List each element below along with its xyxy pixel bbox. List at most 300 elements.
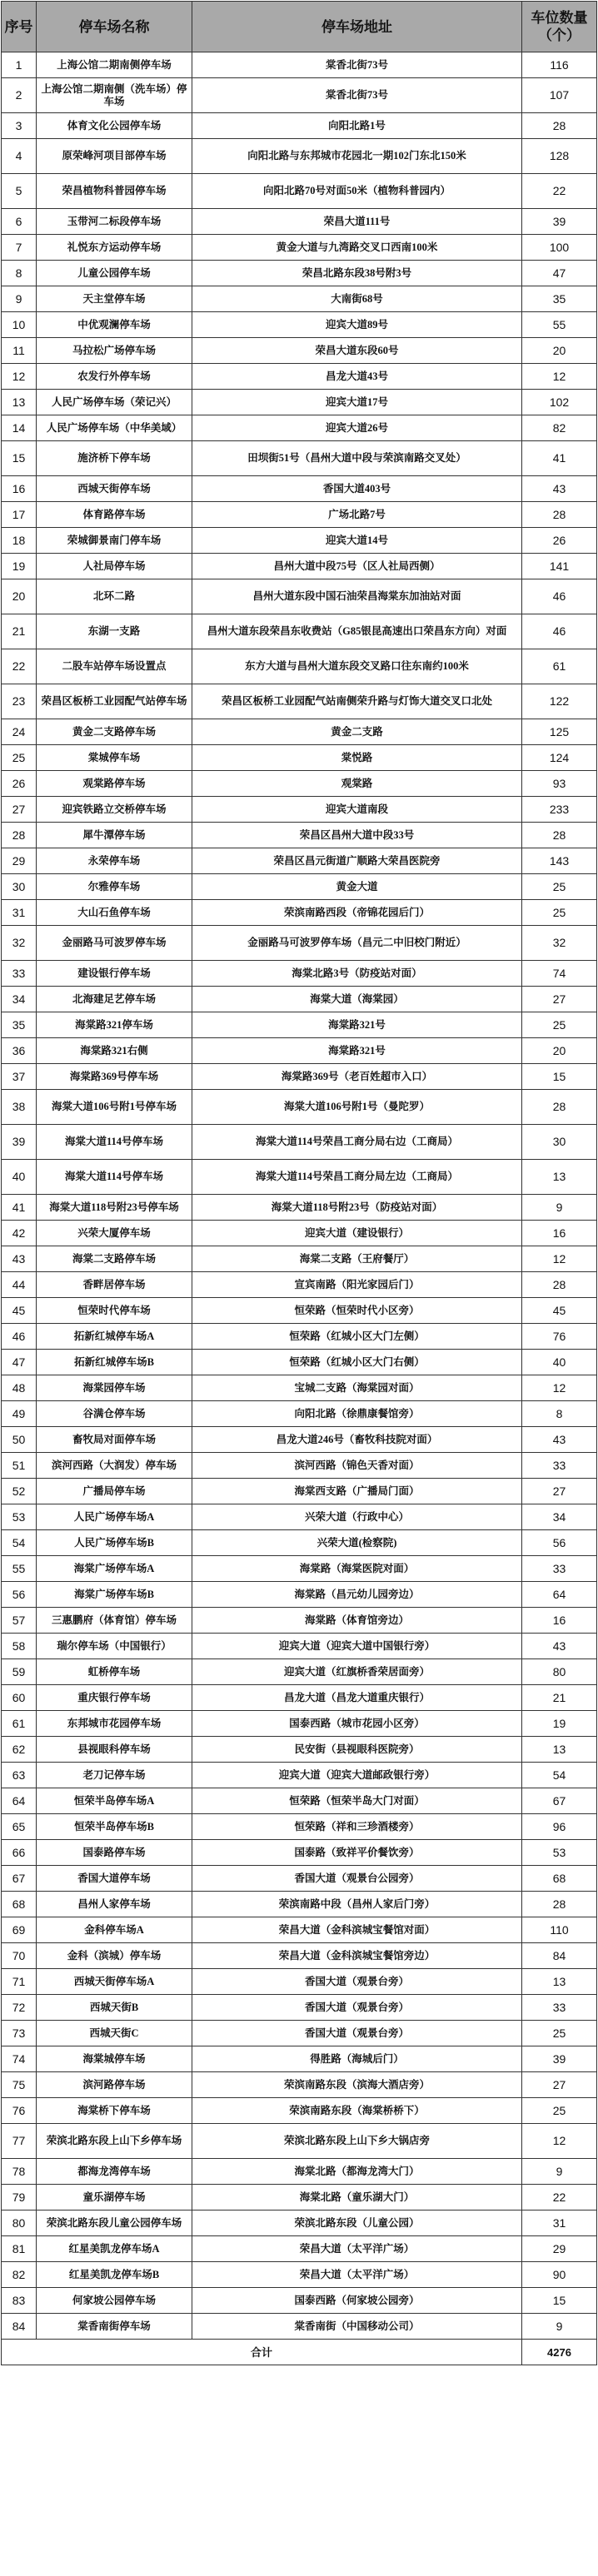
header-name: 停车场名称 — [37, 2, 192, 52]
cell-seq: 50 — [2, 1427, 37, 1453]
cell-address: 海棠大道106号附1号（曼陀罗） — [192, 1090, 522, 1125]
table-row — [2, 1969, 597, 1995]
table-header-row — [2, 2, 597, 52]
cell-name: 县视眼科停车场 — [37, 1737, 192, 1763]
cell-seq: 70 — [2, 1943, 37, 1969]
cell-address: 得胜路（海城后门） — [192, 2046, 522, 2072]
table-row — [2, 235, 597, 261]
cell-count: 100 — [522, 235, 597, 261]
cell-name: 荣滨北路东段儿童公园停车场 — [37, 2210, 192, 2236]
cell-seq: 4 — [2, 139, 37, 174]
table-row — [2, 364, 597, 390]
cell-address: 荣滨南路西段（帝锦花园后门） — [192, 900, 522, 926]
table-row — [2, 684, 597, 719]
table-row — [2, 1866, 597, 1892]
cell-address: 荣滨南路中段（昌州人家后门旁） — [192, 1892, 522, 1917]
table-row — [2, 2046, 597, 2072]
cell-address: 恒荣路（祥和三珍酒楼旁） — [192, 1814, 522, 1840]
table-row — [2, 1504, 597, 1530]
cell-seq: 31 — [2, 900, 37, 926]
cell-address: 恒荣路（恒荣半岛大门对面） — [192, 1788, 522, 1814]
cell-name: 体育文化公园停车场 — [37, 113, 192, 139]
cell-address: 海棠路321号 — [192, 1038, 522, 1064]
cell-count: 143 — [522, 848, 597, 874]
cell-seq: 54 — [2, 1530, 37, 1556]
table-row — [2, 874, 597, 900]
table-row — [2, 1917, 597, 1943]
cell-name: 东湖一支路 — [37, 614, 192, 649]
cell-count: 35 — [522, 286, 597, 312]
cell-seq: 66 — [2, 1840, 37, 1866]
cell-seq: 71 — [2, 1969, 37, 1995]
cell-count: 34 — [522, 1504, 597, 1530]
table-row — [2, 1737, 597, 1763]
cell-count: 28 — [522, 113, 597, 139]
cell-count: 82 — [522, 415, 597, 441]
cell-seq: 16 — [2, 476, 37, 502]
cell-name: 荣昌区板桥工业园配气站停车场 — [37, 684, 192, 719]
cell-seq: 29 — [2, 848, 37, 874]
cell-seq: 19 — [2, 554, 37, 579]
cell-address: 向阳北路70号对面50米（植物科普园内） — [192, 174, 522, 209]
cell-seq: 76 — [2, 2098, 37, 2124]
cell-count: 93 — [522, 771, 597, 797]
cell-address: 昌州大道东段中国石油荣昌海棠东加油站对面 — [192, 579, 522, 614]
cell-count: 67 — [522, 1788, 597, 1814]
cell-name: 天主堂停车场 — [37, 286, 192, 312]
cell-address: 荣昌大道111号 — [192, 209, 522, 235]
cell-address: 滨河西路（锦色天香对面） — [192, 1453, 522, 1479]
cell-count: 25 — [522, 2021, 597, 2046]
cell-count: 19 — [522, 1711, 597, 1737]
cell-count: 20 — [522, 338, 597, 364]
cell-address: 荣滨南路东段（滨海大酒店旁） — [192, 2072, 522, 2098]
cell-address: 国泰西路（城市花园小区旁） — [192, 1711, 522, 1737]
cell-name: 犀牛潭停车场 — [37, 823, 192, 848]
cell-name: 永荣停车场 — [37, 848, 192, 874]
cell-address: 海棠大道114号荣昌工商分局左边（工商局） — [192, 1160, 522, 1195]
cell-address: 昌龙大道246号（畜牧科技院对面） — [192, 1427, 522, 1453]
cell-seq: 53 — [2, 1504, 37, 1530]
cell-seq: 62 — [2, 1737, 37, 1763]
cell-seq: 21 — [2, 614, 37, 649]
table-row — [2, 649, 597, 684]
cell-name: 荣滨北路东段上山下乡停车场 — [37, 2124, 192, 2159]
cell-count: 43 — [522, 476, 597, 502]
cell-seq: 55 — [2, 1556, 37, 1582]
cell-seq: 2 — [2, 78, 37, 113]
cell-seq: 80 — [2, 2210, 37, 2236]
cell-name: 瑞尔停车场（中国银行） — [37, 1634, 192, 1659]
cell-count: 54 — [522, 1763, 597, 1788]
table-row — [2, 1324, 597, 1350]
table-row — [2, 390, 597, 415]
cell-name: 海棠大道114号停车场 — [37, 1125, 192, 1160]
total-row — [2, 2340, 597, 2365]
cell-address: 兴荣大道(检察院) — [192, 1530, 522, 1556]
cell-count: 9 — [522, 2159, 597, 2185]
cell-count: 16 — [522, 1608, 597, 1634]
cell-count: 21 — [522, 1685, 597, 1711]
table-row — [2, 261, 597, 286]
table-row — [2, 1375, 597, 1401]
cell-count: 64 — [522, 1582, 597, 1608]
table-row — [2, 2098, 597, 2124]
cell-seq: 12 — [2, 364, 37, 390]
table-row — [2, 2210, 597, 2236]
cell-count: 128 — [522, 139, 597, 174]
cell-count: 74 — [522, 961, 597, 987]
cell-name: 观棠路停车场 — [37, 771, 192, 797]
cell-address: 荣昌大道（太平洋广场） — [192, 2262, 522, 2288]
cell-name: 西城天街停车场A — [37, 1969, 192, 1995]
cell-address: 黄金二支路 — [192, 719, 522, 745]
cell-address: 黄金大道 — [192, 874, 522, 900]
cell-address: 荣昌大道（金科滨城宝餐馆对面） — [192, 1917, 522, 1943]
cell-count: 33 — [522, 1556, 597, 1582]
table-row — [2, 1427, 597, 1453]
cell-count: 43 — [522, 1634, 597, 1659]
cell-address: 向阳北路1号 — [192, 113, 522, 139]
table-row — [2, 1659, 597, 1685]
cell-seq: 51 — [2, 1453, 37, 1479]
cell-seq: 38 — [2, 1090, 37, 1125]
cell-seq: 46 — [2, 1324, 37, 1350]
cell-seq: 44 — [2, 1272, 37, 1298]
cell-address: 海棠西支路（广播局门面） — [192, 1479, 522, 1504]
cell-count: 28 — [522, 823, 597, 848]
cell-name: 马拉松广场停车场 — [37, 338, 192, 364]
cell-seq: 7 — [2, 235, 37, 261]
cell-name: 海棠园停车场 — [37, 1375, 192, 1401]
cell-count: 12 — [522, 364, 597, 390]
cell-name: 西城天街停车场 — [37, 476, 192, 502]
cell-seq: 33 — [2, 961, 37, 987]
cell-address: 向阳北路（徐鼎康餐馆旁） — [192, 1401, 522, 1427]
cell-count: 31 — [522, 2210, 597, 2236]
cell-name: 东邦城市花园停车场 — [37, 1711, 192, 1737]
cell-address: 大南街68号 — [192, 286, 522, 312]
cell-name: 红星美凯龙停车场B — [37, 2262, 192, 2288]
table-row — [2, 554, 597, 579]
cell-address: 迎宾大道南段 — [192, 797, 522, 823]
cell-count: 28 — [522, 1090, 597, 1125]
cell-count: 28 — [522, 1892, 597, 1917]
cell-name: 三惠鹏府（体育馆）停车场 — [37, 1608, 192, 1634]
cell-address: 广场北路7号 — [192, 502, 522, 528]
table-row — [2, 579, 597, 614]
cell-count: 13 — [522, 1969, 597, 1995]
cell-count: 233 — [522, 797, 597, 823]
table-row — [2, 1038, 597, 1064]
table-row — [2, 2262, 597, 2288]
cell-name: 中优观澜停车场 — [37, 312, 192, 338]
cell-name: 金丽路马可波罗停车场 — [37, 926, 192, 961]
cell-address: 恒荣路（恒荣时代小区旁） — [192, 1298, 522, 1324]
cell-name: 人民广场停车场（荣记兴） — [37, 390, 192, 415]
cell-address: 香国大道（观景台旁） — [192, 1995, 522, 2021]
cell-address: 海棠路321号 — [192, 1012, 522, 1038]
cell-address: 荣昌大道（金科滨城宝餐馆旁边） — [192, 1943, 522, 1969]
table-row — [2, 502, 597, 528]
cell-count: 25 — [522, 900, 597, 926]
cell-count: 27 — [522, 2072, 597, 2098]
cell-seq: 81 — [2, 2236, 37, 2262]
table-row — [2, 312, 597, 338]
table-body — [2, 52, 597, 2340]
table-row — [2, 476, 597, 502]
table-row — [2, 2159, 597, 2185]
cell-name: 人社局停车场 — [37, 554, 192, 579]
cell-address: 香国大道（观景台公园旁） — [192, 1866, 522, 1892]
cell-seq: 74 — [2, 2046, 37, 2072]
cell-name: 施济桥下停车场 — [37, 441, 192, 476]
table-row — [2, 1814, 597, 1840]
cell-count: 25 — [522, 874, 597, 900]
table-row — [2, 614, 597, 649]
cell-count: 27 — [522, 1479, 597, 1504]
cell-name: 畜牧局对面停车场 — [37, 1427, 192, 1453]
cell-address: 民安街（县视眼科医院旁） — [192, 1737, 522, 1763]
cell-seq: 26 — [2, 771, 37, 797]
cell-seq: 58 — [2, 1634, 37, 1659]
cell-count: 28 — [522, 502, 597, 528]
table-row — [2, 209, 597, 235]
cell-count: 102 — [522, 390, 597, 415]
cell-address: 棠香北街73号 — [192, 52, 522, 78]
cell-seq: 11 — [2, 338, 37, 364]
table-row — [2, 1995, 597, 2021]
cell-seq: 83 — [2, 2288, 37, 2314]
table-row — [2, 1350, 597, 1375]
cell-name: 重庆银行停车场 — [37, 1685, 192, 1711]
cell-address: 恒荣路（红城小区大门右侧） — [192, 1350, 522, 1375]
cell-count: 110 — [522, 1917, 597, 1943]
cell-count: 39 — [522, 2046, 597, 2072]
cell-address: 荣昌区板桥工业园配气站南侧荣升路与灯饰大道交叉口北处 — [192, 684, 522, 719]
cell-count: 47 — [522, 261, 597, 286]
cell-count: 90 — [522, 2262, 597, 2288]
cell-seq: 42 — [2, 1221, 37, 1246]
cell-name: 人民广场停车场（中华美域） — [37, 415, 192, 441]
table-row — [2, 2314, 597, 2340]
cell-count: 20 — [522, 1038, 597, 1064]
table-row — [2, 1125, 597, 1160]
cell-seq: 60 — [2, 1685, 37, 1711]
table-row — [2, 1556, 597, 1582]
cell-address: 向阳北路与东邦城市花园北一期102门东北150米 — [192, 139, 522, 174]
table-row — [2, 528, 597, 554]
cell-name: 都海龙湾停车场 — [37, 2159, 192, 2185]
table-row — [2, 1608, 597, 1634]
cell-name: 礼悦东方运动停车场 — [37, 235, 192, 261]
cell-seq: 49 — [2, 1401, 37, 1427]
cell-name: 老刀记停车场 — [37, 1763, 192, 1788]
table-row — [2, 415, 597, 441]
cell-address: 迎宾大道（迎宾大道中国银行旁） — [192, 1634, 522, 1659]
cell-address: 田坝街51号（昌州大道中段与荣滨南路交叉处） — [192, 441, 522, 476]
cell-seq: 47 — [2, 1350, 37, 1375]
cell-address: 观棠路 — [192, 771, 522, 797]
cell-name: 海棠桥下停车场 — [37, 2098, 192, 2124]
table-row — [2, 1221, 597, 1246]
cell-count: 96 — [522, 1814, 597, 1840]
table-row — [2, 1090, 597, 1125]
cell-name: 建设银行停车场 — [37, 961, 192, 987]
cell-address: 迎宾大道（迎宾大道邮政银行旁） — [192, 1763, 522, 1788]
cell-count: 12 — [522, 2124, 597, 2159]
cell-count: 32 — [522, 926, 597, 961]
cell-address: 棠香南街（中国移动公司） — [192, 2314, 522, 2340]
cell-count: 16 — [522, 1221, 597, 1246]
cell-name: 滨河西路（大润发）停车场 — [37, 1453, 192, 1479]
header-address: 停车场地址 — [192, 2, 522, 52]
cell-address: 海棠大道（海棠园） — [192, 987, 522, 1012]
cell-name: 上海公馆二期南侧（洗车场）停车场 — [37, 78, 192, 113]
table-row — [2, 1401, 597, 1427]
cell-seq: 59 — [2, 1659, 37, 1685]
cell-name: 广播局停车场 — [37, 1479, 192, 1504]
cell-seq: 24 — [2, 719, 37, 745]
cell-count: 46 — [522, 579, 597, 614]
cell-count: 141 — [522, 554, 597, 579]
table-row — [2, 1298, 597, 1324]
table-row — [2, 1479, 597, 1504]
cell-address: 棠悦路 — [192, 745, 522, 771]
cell-name: 二股车站停车场设置点 — [37, 649, 192, 684]
cell-name: 兴荣大厦停车场 — [37, 1221, 192, 1246]
table-row — [2, 1530, 597, 1556]
cell-address: 海棠北路（童乐湖大门） — [192, 2185, 522, 2210]
cell-seq: 48 — [2, 1375, 37, 1401]
cell-name: 西城天街C — [37, 2021, 192, 2046]
cell-seq: 68 — [2, 1892, 37, 1917]
cell-seq: 5 — [2, 174, 37, 209]
cell-name: 海棠路321右侧 — [37, 1038, 192, 1064]
table-row — [2, 441, 597, 476]
table-row — [2, 2124, 597, 2159]
table-row — [2, 1763, 597, 1788]
table-row — [2, 78, 597, 113]
cell-seq: 36 — [2, 1038, 37, 1064]
cell-name: 玉带河二标段停车场 — [37, 209, 192, 235]
cell-seq: 79 — [2, 2185, 37, 2210]
table-row — [2, 139, 597, 174]
cell-name: 拓新红城停车场A — [37, 1324, 192, 1350]
cell-name: 国泰路停车场 — [37, 1840, 192, 1866]
table-row — [2, 1943, 597, 1969]
cell-name: 海棠路369号停车场 — [37, 1064, 192, 1090]
total-count: 4276 — [522, 2340, 597, 2365]
cell-address: 宝城二支路（海棠园对面） — [192, 1375, 522, 1401]
table-row — [2, 2236, 597, 2262]
cell-name: 体育路停车场 — [37, 502, 192, 528]
cell-count: 28 — [522, 1272, 597, 1298]
cell-seq: 9 — [2, 286, 37, 312]
table-row — [2, 1711, 597, 1737]
cell-count: 13 — [522, 1160, 597, 1195]
cell-seq: 39 — [2, 1125, 37, 1160]
cell-name: 北海建足艺停车场 — [37, 987, 192, 1012]
cell-count: 124 — [522, 745, 597, 771]
cell-name: 谷满仓停车场 — [37, 1401, 192, 1427]
cell-count: 26 — [522, 528, 597, 554]
cell-count: 55 — [522, 312, 597, 338]
cell-seq: 3 — [2, 113, 37, 139]
cell-address: 迎宾大道（红旗桥香荣居面旁） — [192, 1659, 522, 1685]
table-row — [2, 1788, 597, 1814]
cell-address: 海棠路369号（老百姓超市入口） — [192, 1064, 522, 1090]
cell-address: 昌州大道东段荣昌东收费站（G85银昆高速出口荣昌东方向）对面 — [192, 614, 522, 649]
table-row — [2, 286, 597, 312]
cell-seq: 41 — [2, 1195, 37, 1221]
cell-name: 尔雅停车场 — [37, 874, 192, 900]
cell-name: 上海公馆二期南侧停车场 — [37, 52, 192, 78]
cell-name: 拓新红城停车场B — [37, 1350, 192, 1375]
cell-address: 迎宾大道14号 — [192, 528, 522, 554]
cell-count: 76 — [522, 1324, 597, 1350]
cell-address: 海棠大道114号荣昌工商分局右边（工商局） — [192, 1125, 522, 1160]
table-row — [2, 961, 597, 987]
cell-name: 童乐湖停车场 — [37, 2185, 192, 2210]
cell-name: 大山石鱼停车场 — [37, 900, 192, 926]
cell-name: 虹桥停车场 — [37, 1659, 192, 1685]
table-row — [2, 174, 597, 209]
cell-count: 33 — [522, 1453, 597, 1479]
cell-address: 香国大道403号 — [192, 476, 522, 502]
cell-count: 56 — [522, 1530, 597, 1556]
cell-seq: 72 — [2, 1995, 37, 2021]
table-row — [2, 771, 597, 797]
cell-count: 68 — [522, 1866, 597, 1892]
cell-seq: 61 — [2, 1711, 37, 1737]
cell-count: 84 — [522, 1943, 597, 1969]
table-row — [2, 2021, 597, 2046]
cell-address: 海棠路（昌元幼儿园旁边） — [192, 1582, 522, 1608]
cell-name: 金科（滨城）停车场 — [37, 1943, 192, 1969]
cell-name: 农发行外停车场 — [37, 364, 192, 390]
cell-seq: 45 — [2, 1298, 37, 1324]
cell-address: 迎宾大道26号 — [192, 415, 522, 441]
cell-seq: 77 — [2, 2124, 37, 2159]
table-row — [2, 719, 597, 745]
cell-count: 9 — [522, 2314, 597, 2340]
cell-address: 黄金大道与九湾路交叉口西南100米 — [192, 235, 522, 261]
cell-name: 迎宾铁路立交桥停车场 — [37, 797, 192, 823]
cell-count: 9 — [522, 1195, 597, 1221]
table-row — [2, 1012, 597, 1038]
cell-address: 昌州大道中段75号（区人社局西侧） — [192, 554, 522, 579]
cell-seq: 27 — [2, 797, 37, 823]
table-row — [2, 1582, 597, 1608]
cell-seq: 28 — [2, 823, 37, 848]
cell-name: 棠香南街停车场 — [37, 2314, 192, 2340]
cell-count: 39 — [522, 209, 597, 235]
cell-count: 45 — [522, 1298, 597, 1324]
header-seq: 序号 — [2, 2, 37, 52]
cell-count: 122 — [522, 684, 597, 719]
cell-address: 棠香北街73号 — [192, 78, 522, 113]
table-row — [2, 926, 597, 961]
cell-address: 荣滨南路东段（海棠桥桥下） — [192, 2098, 522, 2124]
cell-name: 恒荣半岛停车场A — [37, 1788, 192, 1814]
cell-seq: 30 — [2, 874, 37, 900]
cell-count: 116 — [522, 52, 597, 78]
cell-name: 荣城御景南门停车场 — [37, 528, 192, 554]
cell-seq: 32 — [2, 926, 37, 961]
cell-seq: 64 — [2, 1788, 37, 1814]
cell-address: 恒荣路（红城小区大门左侧） — [192, 1324, 522, 1350]
